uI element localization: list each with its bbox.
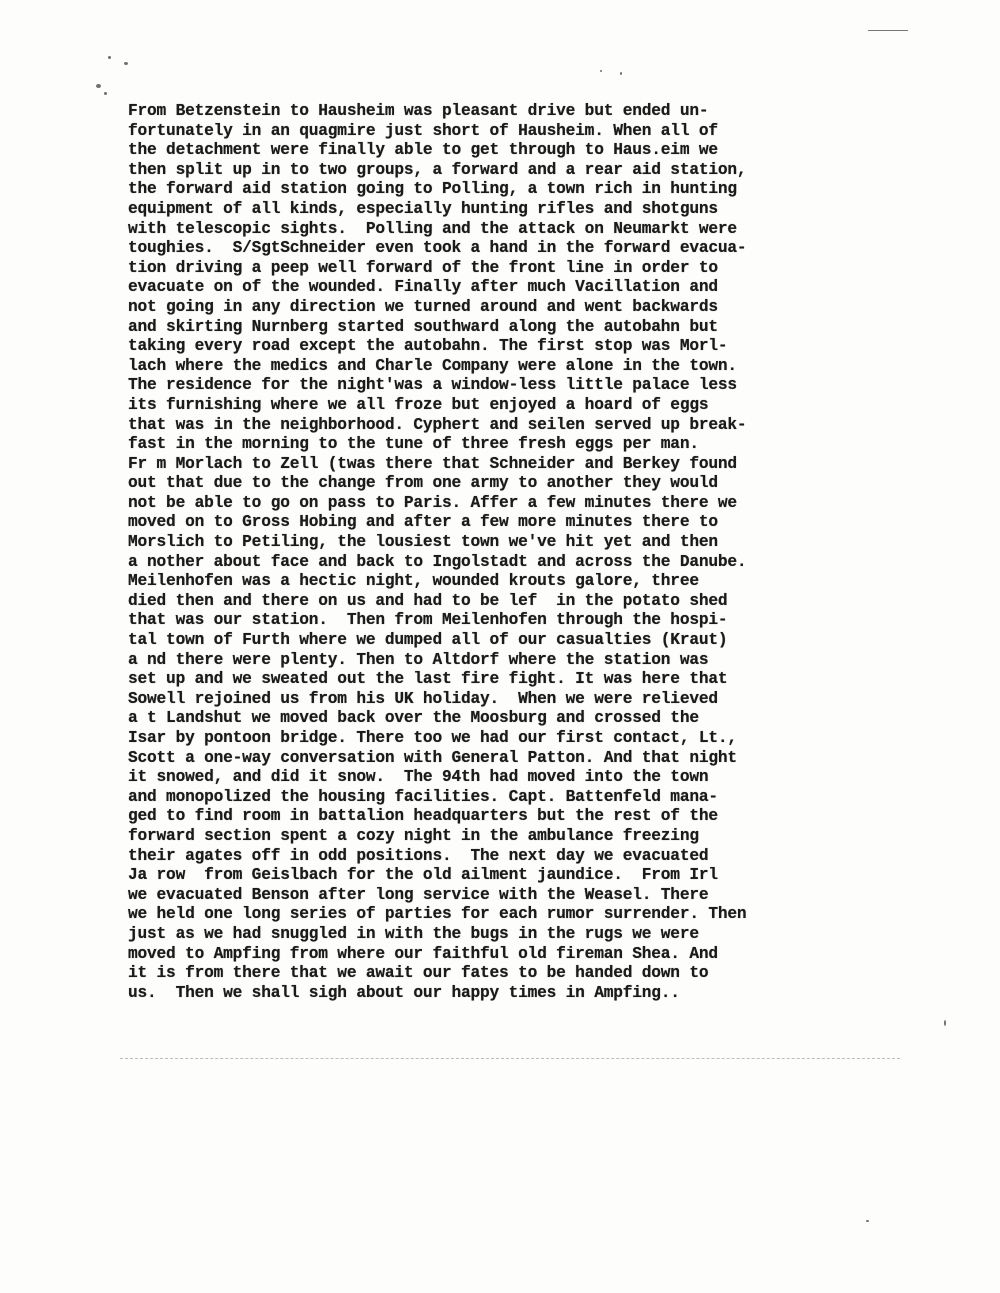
text-line: Ja row from Geislbach for the old ailment jaundice. From Irl [128,866,718,885]
text-line: equipment of all kinds, especially hunting rifles and shotguns [128,199,718,218]
text-line: it snowed, and did it snow. The 94th had moved into the town [128,768,709,787]
text-line: a nd there were plenty. Then to Altdorf where the station was [128,650,709,669]
text-line: set up and we sweated out the last fire fight. It was here that [128,670,728,689]
text-line: out that due to the change from one army to another they would [128,474,718,493]
typewritten-body [128,102,928,1003]
text-line: we evacuated Benson after long service with the Weasel. There [128,885,709,904]
scan-speck [866,1220,869,1222]
text-line: with telescopic sights. Polling and the attack on Neumarkt were [128,219,737,238]
text-line: The residence for the night'was a window-less little palace less [128,376,737,395]
text-line: that was our station. Then from Meilenhofen through the hospi- [128,611,728,630]
text-line: tion driving a peep well forward of the front line in order to [128,258,718,277]
text-line: forward section spent a cozy night in the ambulance freezing [128,826,699,845]
scan-mark [868,30,908,31]
text-line: Fr m Morlach to Zell (twas there that Schneider and Berkey found [128,454,737,473]
scan-speck [96,84,101,88]
text-line: Isar by pontoon bridge. There too we had our first contact, Lt., [128,729,737,747]
text-line: its furnishing where we all froze but enjoyed a hoard of eggs [128,395,709,414]
text-line: and skirting Nurnberg started southward along the autobahn but [128,317,718,336]
text-line: ged to find room in battalion headquarters but the rest of the [128,807,718,826]
text-line: Meilenhofen was a hectic night, wounded krouts galore, three [128,572,699,591]
text-line: not be able to go on pass to Paris. Affer a few minutes there we [128,493,737,512]
text-line: Morslich to Petiling, the lousiest town we've hit yet and then [128,533,718,552]
text-line: it is from there that we await our fates to be handed down to [128,964,709,983]
text-line: moved to Ampfing from where our faithful old fireman Shea. And [128,944,718,963]
scan-speck [108,56,111,59]
text-line: evacuate on of the wounded. Finally after much Vacillation and [128,278,718,297]
text-line: died then and there on us and had to be lef in the potato shed [128,591,728,610]
text-line: fortunately in an quagmire just short of Hausheim. When all of [128,121,718,140]
scan-speck [104,92,107,95]
text-line: we held one long series of parties for each rumor surrender. Then [128,905,747,924]
text-line: not going in any direction we turned around and went backwards [128,297,718,316]
text-line: tal town of Furth where we dumped all of our casualties (Kraut) [128,631,728,650]
text-line: just as we had snuggled in with the bugs in the rugs we were [128,924,699,943]
text-line: Scott a one-way conversation with General Patton. And that night [128,748,737,767]
text-line: toughies. S/SgtSchneider even took a hand in the forward evacua- [128,239,747,258]
text-line: taking every road except the autobahn. The first stop was Morl- [128,337,728,356]
text-line: and monopolized the housing facilities. Capt. Battenfeld mana- [128,787,718,806]
text-line: moved on to Gross Hobing and after a few more minutes there to [128,513,718,532]
scan-speck [124,62,128,65]
text-line: the detachment were finally able to get through to Haus.eim we [128,141,718,160]
text-line: Sowell rejoined us from his UK holiday. When we were relieved [128,689,718,708]
text-line: lach where the medics and Charle Company were alone in the town. [128,356,737,375]
text-line: that was in the neighborhood. Cyphert and seilen served up break- [128,415,747,434]
scan-artifact-line [120,1058,900,1059]
scan-speck [944,1020,946,1026]
text-line: a t Landshut we moved back over the Moosburg and crossed the [128,709,699,728]
scan-speck [620,72,622,75]
text-line: then split up in to two groups, a forward and a rear aid station, [128,160,747,179]
text-line: a nother about face and back to Ingolstadt and across the Danube. [128,552,747,571]
text-line: From Betzenstein to Hausheim was pleasant drive but ended un- [128,102,709,120]
text-line: their agates off in odd positions. The next day we evacuated [128,846,709,865]
scan-speck [600,70,602,72]
text-line: us. Then we shall sigh about our happy times in Ampfing.. [128,983,680,1002]
text-line: the forward aid station going to Polling, a town rich in hunting [128,180,737,199]
text-line: fast in the morning to the tune of three fresh eggs per man. [128,435,699,454]
